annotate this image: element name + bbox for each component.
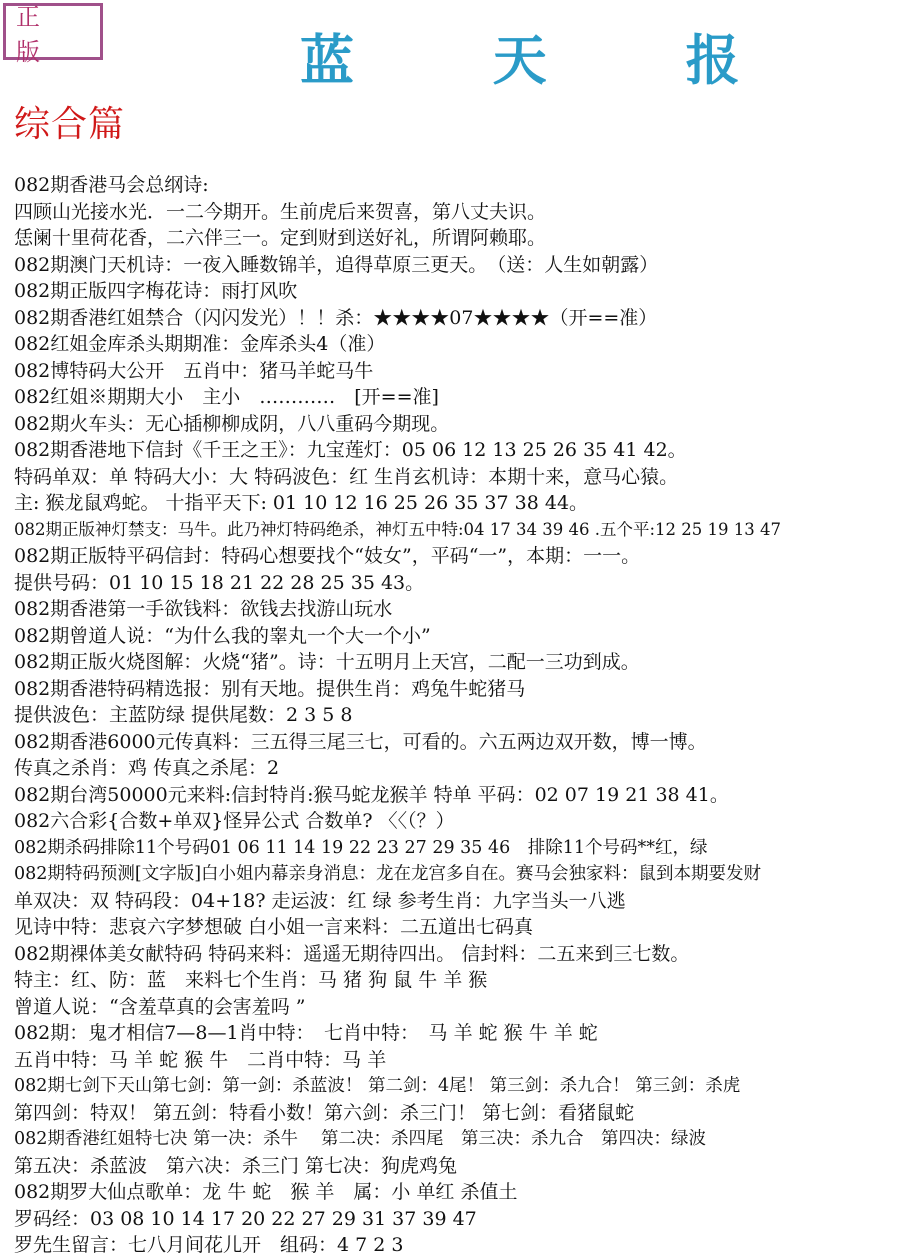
text-line: 082红姐金库杀头期期准：金库杀头4（准） [14, 333, 386, 355]
text-line: 082期香港第一手欲钱料：欲钱去找游山玩水 [14, 598, 393, 620]
text-line: 082期正版特平码信封：特码心想要找个“妓女”，平码“一”，本期：一一。 [14, 545, 641, 567]
text-line: 082期杀码排除11个号码01 06 11 14 19 22 23 27 29 35 46 排除11个号码**红，绿 [14, 837, 708, 858]
text-line: 082期香港马会总纲诗: [14, 174, 209, 196]
text-line: 罗先生留言：七八月间花儿开 组码：4 7 2 3 [14, 1234, 404, 1256]
text-line: 特主：红、防：蓝 来料七个生肖：马 猪 狗 鼠 牛 羊 猴 [14, 969, 488, 991]
authentic-badge: 正 版 [3, 3, 103, 60]
text-line: 曾道人说：“含羞草真的会害羞吗 ” [14, 995, 306, 1018]
text-line: 082红姐※期期大小 主小 ………… [开==准] [14, 386, 439, 408]
text-line: 082期火车头：无心插柳柳成阴，八八重码今期现。 [14, 412, 450, 435]
text-line: 提供号码：01 10 15 18 21 22 28 25 35 43。 [14, 571, 425, 594]
text-line: 特码单双：单 特码大小：大 特码波色：红 生肖玄机诗：本期十来，意马心猿。 [14, 465, 679, 488]
text-line: 082期香港红姐特七决 第一决：杀牛 第二决：杀四尾 第三决：杀九合 第四决：绿波 [14, 1129, 707, 1149]
text-line: 主: 猴龙鼠鸡蛇。 十指平天下: 01 10 12 16 25 26 35 37 38 44。 [14, 492, 589, 514]
text-line: 082期香港6000元传真料：三五得三尾三七，可看的。六五两边双开数，博一博。 [14, 730, 707, 753]
text-line: 第五决：杀蓝波 第六决：杀三门 第七决：狗虎鸡兔 [14, 1154, 458, 1177]
text-line: 提供波色：主蓝防绿 提供尾数：2 3 5 8 [14, 704, 353, 726]
section-heading: 综合篇 [14, 104, 126, 145]
newspaper-title: 蓝 天 报 [300, 28, 800, 92]
text-line: 082期澳门天机诗：一夜入睡数锦羊，追得草原三更天。 （送：人生如朝露） [14, 253, 659, 276]
text-line: 082期罗大仙点歌单：龙 牛 蛇 猴 羊 属：小 单红 杀值土 [14, 1181, 518, 1203]
text-line: 082期香港特码精选报：别有天地。提供生肖：鸡兔牛蛇猪马 [14, 677, 526, 700]
text-line: 见诗中特：悲哀六字梦想破 白小姐一言来料：二五道出七码真 [14, 916, 534, 938]
text-line: 082期：鬼才相信7—8—1肖中特： 七肖中特： 马 羊 蛇 猴 牛 羊 蛇 [14, 1022, 598, 1044]
text-line: 082期七剑下天山第七剑：第一剑：杀蓝波！ 第二剑：4尾！ 第三剑：杀九合！ 第三剑：杀虎 [14, 1076, 741, 1096]
text-line: 082期曾道人说：“为什么我的睾丸一个大一个小” [14, 624, 431, 647]
text-line: 082期正版四字梅花诗：雨打风吹 [14, 280, 298, 302]
text-line: 五肖中特：马 羊 蛇 猴 牛 二肖中特：马 羊 [14, 1048, 387, 1071]
text-line: 082期特码预测[文字版]白小姐内幕亲身消息：龙在龙宫多自在。赛马会独家料：鼠到本期要发财 [14, 864, 762, 884]
text-line: 罗码经：03 08 10 14 17 20 22 27 29 31 37 39 47 [14, 1207, 477, 1230]
text-line: 单双决：双 特码段：04+18? 走运波：红 绿 参考生肖：九字当头一八逃 [14, 889, 626, 912]
text-line: 082期裸体美女献特码 特码来料：遥遥无期待四出。 信封料：二五来到三七数。 [14, 942, 690, 965]
text-line: 第四剑：特双！ 第五剑：特看小数！第六剑：杀三门！ 第七剑：看猪鼠蛇 [14, 1101, 635, 1124]
text-line: 082博特码大公开 五肖中：猪马羊蛇马牛 [14, 359, 374, 382]
text-line: 082期香港红姐禁合（闪闪发光）！！杀：★★★★07★★★★（开==准） [14, 306, 658, 329]
text-line: 082期香港地下信封《千王之王》：九宝莲灯：05 06 12 13 25 26 35 41 42。 [14, 439, 687, 461]
content-lines [14, 172, 898, 1259]
text-line: 082期正版神灯禁支：马牛。此乃神灯特码绝杀，神灯五中特:04 17 34 39 46 .五个平:12 25 19 13 47 [14, 519, 782, 539]
text-line: 082六合彩{合数+单双}怪异公式 合数单? 〈〈（？） [14, 810, 455, 832]
text-line: 四顾山光接水光．一二今期开。生前虎后来贺喜，第八丈夫识。 [14, 200, 547, 223]
text-line: 恁阑十里荷花香，二六伴三一。定到财到送好礼，所谓阿赖耶。 [14, 227, 547, 249]
text-line: 传真之杀肖：鸡 传真之杀尾：2 [14, 757, 280, 779]
text-line: 082期正版火烧图解：火烧“猪”。诗：十五明月上天宫，二配一三功到成。 [14, 651, 640, 673]
text-line: 082期台湾50000元来料:信封特肖:猴马蛇龙猴羊 特单 平码：02 07 19 21 38 41。 [14, 783, 729, 806]
